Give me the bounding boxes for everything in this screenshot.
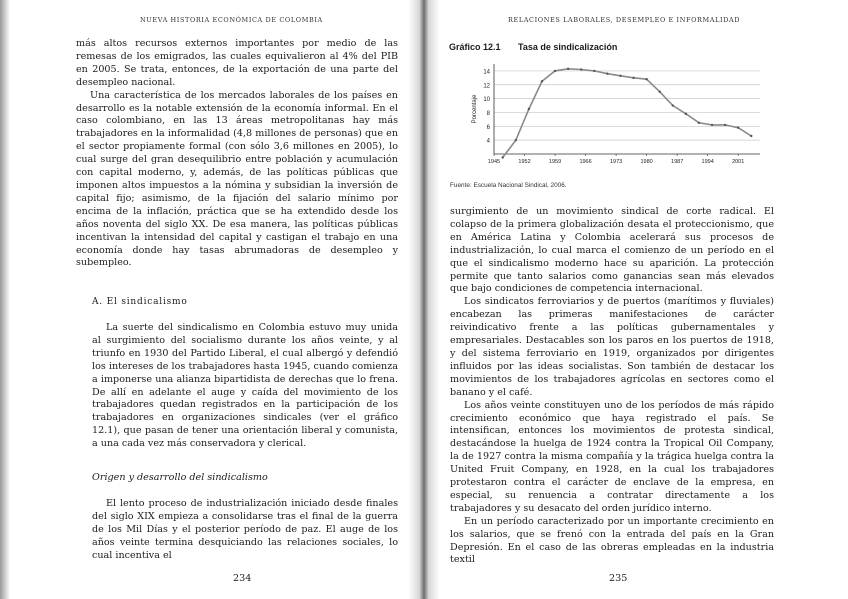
paragraph: Los años veinte constituyen uno de los períodos de más rápido crecimiento económico que haya registrado el país. Se intensifican, entonces los movimientos de protesta sindical, destacándose la huelga de 1924 contra la Tropical Oil Company, la de 1927 contra la misma compañía y la trágica huelga contra la United Fruit Company, en 1928, en la cual los trabajadores protestaron contra el carácter de enclave de la empresa, en especial, su renuencia a contratar directamente a los trabajadores y su desacato del orden jurídico interno. (450, 399, 774, 514)
subheading: Origen y desarrollo del sindicalismo (92, 472, 268, 483)
x-tick-label: 1966 (579, 159, 592, 165)
page-number: 234 (233, 573, 252, 584)
y-tick-label: 12 (483, 83, 490, 90)
data-point (502, 156, 504, 158)
paragraph: La suerte del sindicalismo en Colombia estuvo muy unida al surgimiento del socialismo durante los años veinte, y al triunfo en 1930 del Partido Liberal, el cual albergó y defendió los intereses de los trabajadores hasta 1945, cuando comienza a imponerse una alianza bipartidista de derechas que lo frena. De allí en adelante el auge y caída del movimiento de los trabajadores quedan registrados en la participación de los trabajadores en organizaciones sindicales (ver el gráfico 12.1), que pasan de tener una orientación liberal y comunista, a una cada vez más conservadora y clerical. (92, 322, 398, 450)
data-point (659, 90, 661, 92)
running-head: RELACIONES LABORALES, DESEMPLEO E INFORMALIDAD (508, 16, 741, 24)
left-body-bottom (92, 498, 398, 563)
data-point (724, 124, 726, 126)
data-point (580, 68, 582, 70)
figure-label: Gráfico 12.1 (449, 42, 501, 52)
paragraph: más altos recursos externos importantes por medio de las remesas de los emigrados, las cuales equivalieron al 4% del PIB en 2005. Se trata, entonces, de la exportación de una parte del desempleo nacional. (76, 38, 398, 88)
y-tick-label: 8 (486, 110, 490, 117)
paragraph: Una característica de los mercados laborales de los países en desarrollo es la notable extensión de la economía informal. En el caso colombiano, en las 13 áreas metropolitanas hay más trabajadores en la informalidad (4,8 millones de personas) que en el sector propiamente formal (con sólo 3,6 millones en 2005), lo cual surge del gran desequilibrio entre población y acumulación con capital moderno, y, además, de las políticas públicas que imponen altos impuestos a la nómina y subsidian la inversión de capital fijo; asimismo, de la fijación del salario mínimo por encima de la inflación, práctica que se ha extendido desde los años noventa del siglo XX. De esa manera, las políticas públicas incentivan la intensidad del capital y castigan el trabajo en una economía donde hay tasas abrumadoras de desempleo y subempleo. (76, 89, 398, 269)
paragraph: surgimiento de un movimiento sindical de corte radical. El colapso de la primera globalización desata el proteccionismo, que en América Latina y Colombia acelerará sus procesos de industrialización, lo cual marca el comienzo de un período en el que el sindicalismo moderno hace su aparición. La protección permite que tanto salarios como ganancias sean más elevados que bajo condiciones de competencia internacional. (450, 206, 774, 295)
left-body-middle (92, 322, 398, 451)
left-section-heading-block (92, 296, 398, 309)
x-tick-label: 1973 (609, 159, 623, 165)
y-tick-label: 14 (483, 69, 490, 76)
paragraph: El lento proceso de industrialización iniciado desde finales del siglo XIX empieza a consolidarse tras el final de la guerra de los Mil Días y el posterior período de paz. El auge de los años veinte termina desquiciando las relaciones sociales, lo cual incentiva el (92, 498, 398, 561)
union-rate-line-chart (442, 56, 772, 176)
section-heading: A. El sindicalismo (92, 297, 188, 307)
paragraph: En un período caracterizado por un importante crecimiento en los salarios, que se frenó con la entrada del país en la Gran Depresión. En el caso de las obreras empleadas en la industria textil (450, 515, 774, 566)
data-point (711, 124, 713, 126)
y-tick-label: 6 (486, 124, 490, 131)
left-subheading-block (92, 472, 398, 485)
data-point (698, 122, 700, 124)
data-point (593, 70, 595, 72)
page-number: 235 (609, 573, 628, 584)
data-point (632, 77, 634, 79)
x-tick-label: 1952 (518, 159, 531, 165)
x-tick-label: 1994 (701, 159, 714, 165)
data-point (541, 80, 543, 82)
union-rate-series-line (503, 69, 752, 158)
x-tick-label: 1945 (487, 159, 501, 165)
data-point (515, 139, 517, 141)
y-tick-label: 10 (483, 97, 490, 104)
running-head: NUEVA HISTORIA ECONÓMICA DE COLOMBIA (140, 16, 323, 24)
x-tick-label: 1980 (640, 159, 653, 165)
data-point (528, 108, 530, 110)
data-point (645, 78, 647, 80)
data-point (606, 72, 608, 74)
right-page (428, 0, 848, 599)
x-tick-label: 1959 (548, 159, 562, 165)
figure-source: Fuente: Escuela Nacional Sindical, 2006. (450, 182, 567, 189)
data-point (619, 75, 621, 77)
x-tick-label: 1987 (671, 159, 684, 165)
data-point (554, 70, 556, 72)
paragraph: Los sindicatos ferroviarios y de puertos (marítimos y fluviales) encabezan las primeras manifestaciones de carácter reivindicativo frente a las políticas gubernamentales y empresariales. Destacables son los paros en los puertos de 1918, y del sistema ferroviario en 1919, organizados por dirigentes influidos por las ideas socialistas. Son también de destacar los movimientos de los trabajadores agrícolas en sectores como el banano y el café. (450, 296, 774, 398)
data-point (567, 68, 569, 70)
data-point (685, 113, 687, 115)
data-point (672, 104, 674, 106)
left-body-top (76, 38, 398, 270)
data-point (737, 126, 739, 128)
y-tick-label: 4 (486, 138, 490, 145)
right-body (450, 206, 774, 567)
x-tick-label: 2001 (732, 159, 745, 165)
figure-title: Tasa de sindicalización (518, 42, 618, 52)
y-axis-label: Porcentaje (472, 94, 478, 124)
left-page (0, 0, 420, 599)
data-point (750, 135, 752, 137)
